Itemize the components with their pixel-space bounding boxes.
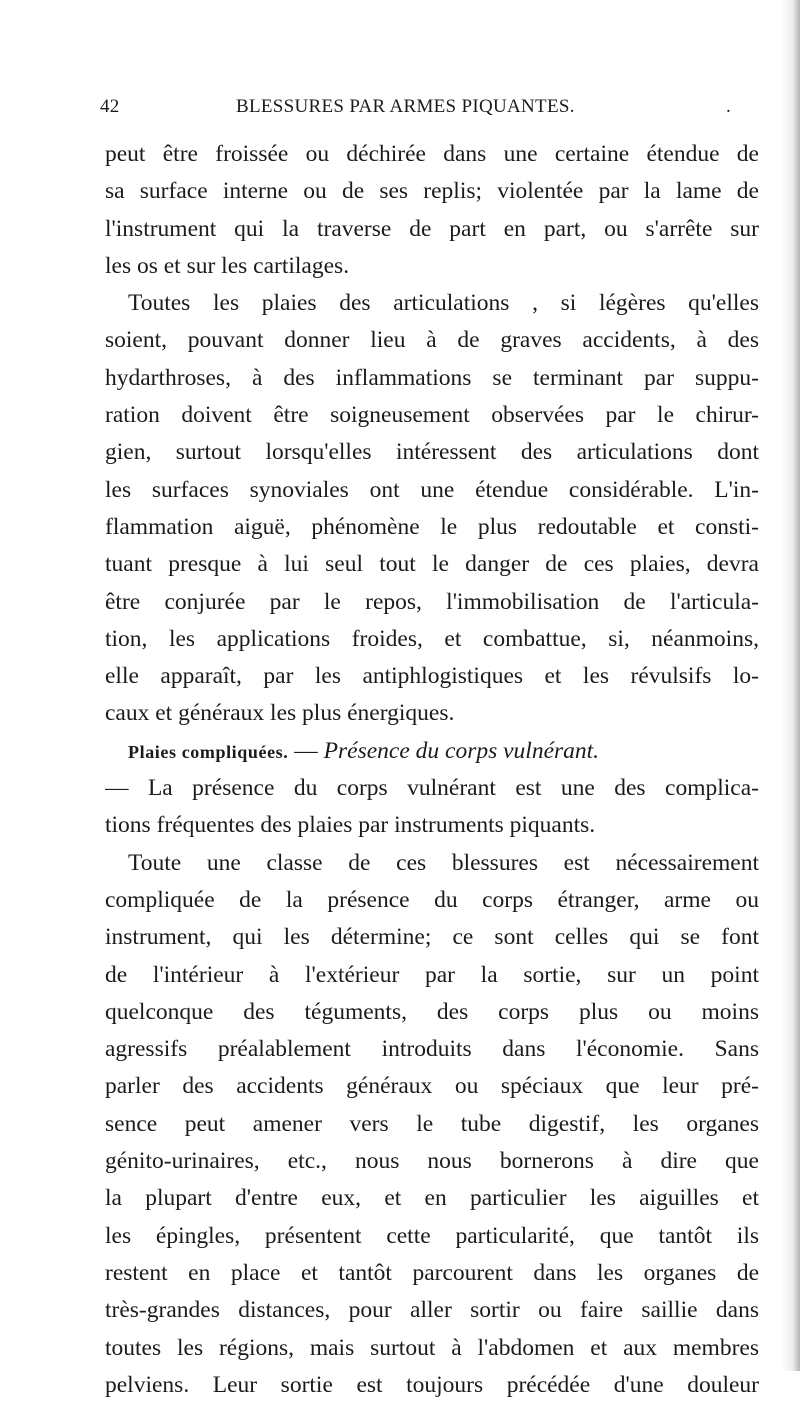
- text-line: sa surface interne ou de ses replis; violentée par la lame de: [105, 178, 759, 205]
- text-line: ration doivent être soigneusement observées par le chirur-: [105, 402, 759, 429]
- section-heading: Plaies compliquées.: [128, 741, 289, 762]
- text-line: très-grandes distances, pour aller sortir ou faire saillie dans: [105, 1297, 759, 1324]
- text-line: peut être froissée ou déchirée dans une certaine étendue de: [105, 141, 759, 167]
- text-line: gien, surtout lorsqu'elles intéressent des articulations dont: [105, 439, 759, 466]
- section-dash: —: [288, 737, 324, 764]
- text-line: sence peut amener vers le tube digestif, les organes: [105, 1110, 759, 1137]
- section-subtitle: Présence du corps vulnérant.: [323, 737, 600, 764]
- text-line: l'instrument qui la traverse de part en part, ou s'arrête sur: [105, 215, 759, 242]
- text-line: parler des accidents généraux ou spéciaux que leur pré-: [105, 1073, 759, 1100]
- body-text: [105, 136, 759, 1404]
- text-line: hydarthroses, à des inflammations se terminant par suppu-: [105, 364, 759, 391]
- text-line: être conjurée par le repos, l'immobilisation de l'articula-: [105, 588, 759, 615]
- text-line: toutes les régions, mais surtout à l'abdomen et aux membres: [105, 1334, 759, 1361]
- text-line: génito-urinaires, etc., nous nous bornerons à dire que: [105, 1148, 759, 1175]
- text-line: quelconque des téguments, des corps plus ou moins: [105, 998, 759, 1025]
- page-number: 42: [100, 96, 120, 117]
- text-line: pelviens. Leur sortie est toujours précédée d'une douleur: [105, 1371, 759, 1398]
- text-line: agressifs préalablement introduits dans l'économie. Sans: [105, 1036, 759, 1063]
- text-line: compliquée de la présence du corps étranger, arme ou: [105, 886, 759, 913]
- text-line: elle apparaît, par les antiphlogistiques et les révulsifs lo-: [105, 663, 759, 690]
- text-line: les épingles, présentent cette particularité, que tantôt ils: [105, 1222, 759, 1249]
- text-line: les os et sur les cartilages.: [105, 252, 350, 279]
- section-heading-line: [105, 733, 759, 770]
- text-line: de l'intérieur à l'extérieur par la sortie, sur un point: [105, 961, 759, 988]
- text-line: Toutes les plaies des articulations , si légères qu'elles: [128, 290, 759, 317]
- text-line: tuant presque à lui seul tout le danger de ces plaies, devra: [105, 551, 759, 578]
- text-line: les surfaces synoviales ont une étendue considérable. L'in-: [105, 476, 759, 503]
- text-line: restent en place et tantôt parcourent dans les organes de: [105, 1259, 759, 1286]
- scan-edge-shadow: [782, 0, 800, 1371]
- text-line: flammation aiguë, phénomène le plus redoutable et consti-: [105, 513, 759, 540]
- text-line: caux et généraux les plus énergiques.: [105, 700, 455, 727]
- text-line: tion, les applications froides, et combattue, si, néanmoins,: [105, 625, 759, 652]
- text-line: la plupart d'entre eux, et en particulier les aiguilles et: [105, 1185, 759, 1212]
- page-header: [100, 96, 760, 122]
- header-mark: .: [726, 96, 732, 117]
- text-line: Toute une classe de ces blessures est nécessairement: [128, 849, 759, 876]
- text-line: soient, pouvant donner lieu à de graves accidents, à des: [105, 327, 759, 354]
- text-line: instrument, qui les détermine; ce sont celles qui se font: [105, 924, 759, 951]
- text-line: — La présence du corps vulnérant est une des complica-: [105, 775, 759, 802]
- text-line: tions fréquentes des plaies par instruments piquants.: [105, 812, 596, 839]
- running-title: BLESSURES PAR ARMES PIQUANTES.: [236, 96, 575, 117]
